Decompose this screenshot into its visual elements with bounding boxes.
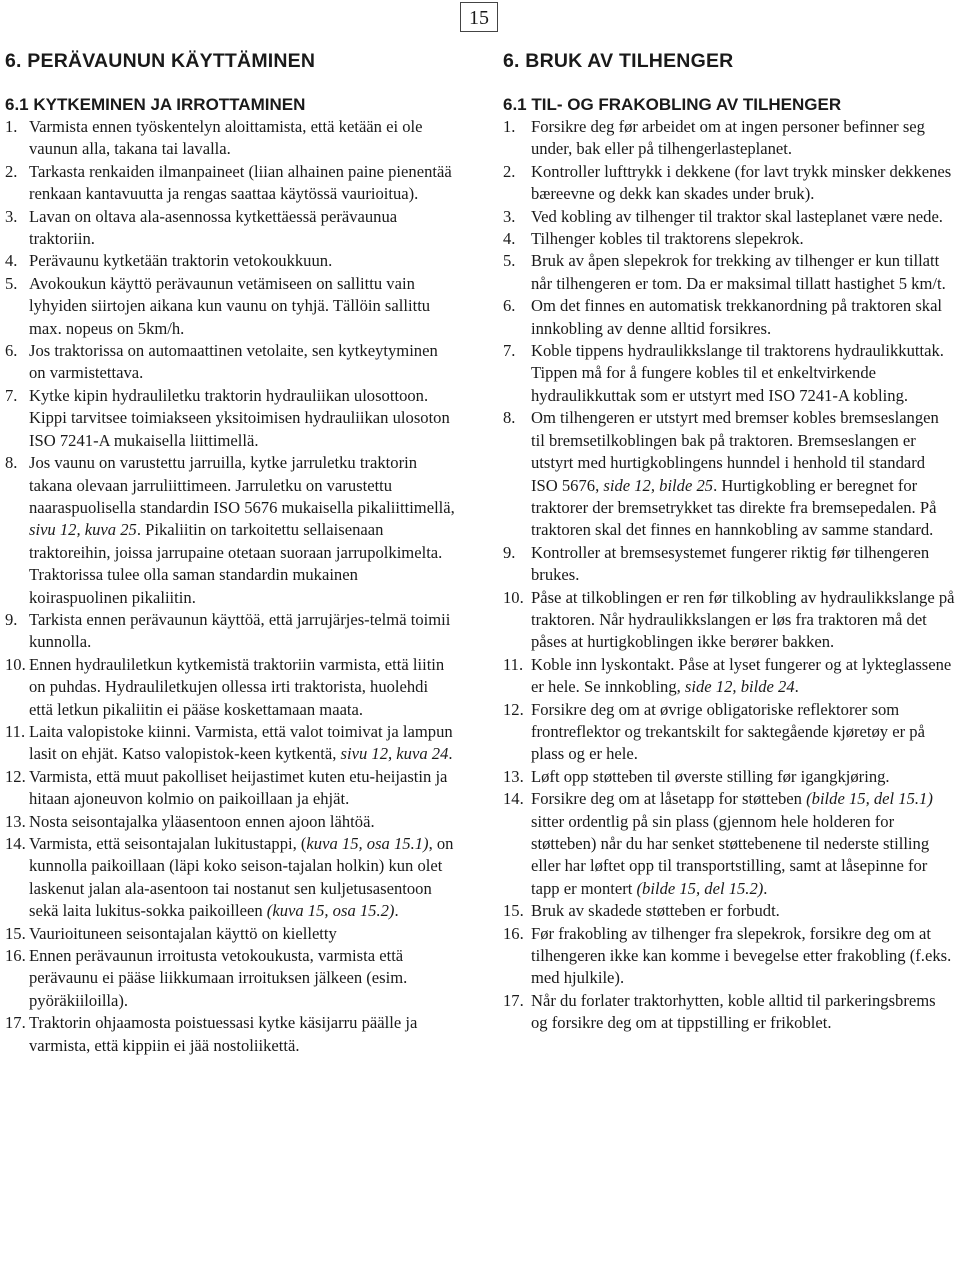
figure-reference: (kuva 15, osa 15.2) xyxy=(266,901,395,921)
list-item xyxy=(5,654,455,721)
list-item xyxy=(5,273,455,340)
list-item xyxy=(5,923,455,945)
list-item xyxy=(503,407,955,541)
item-text: Tarkista ennen perävaunun käyttöä, että jarrujärjes-telmä toimii kunnolla. xyxy=(29,609,451,652)
list-item xyxy=(503,295,955,340)
figure-reference: kuva 15, osa 15.1) xyxy=(306,834,429,853)
item-number: 5. xyxy=(5,273,18,293)
item-text-part: sitter ordentlig på sin plass (gjennom hele holderen for støtteben) når du har senket støttebenene til nederste stilling eller har løftet opp til transportstilling, samt at låsepinne for tapp er montert xyxy=(531,811,930,898)
list-item xyxy=(5,811,455,833)
item-number: 4. xyxy=(503,229,516,249)
item-text-part: . xyxy=(763,878,768,898)
list-item xyxy=(5,766,455,811)
item-text: Kontroller lufttrykk i dekkene (for lavt trykk minsker dekkenes bæreevne og dekk kan skades under bruk). xyxy=(531,161,952,204)
figure-reference: side 12, bilde 24 xyxy=(684,677,795,697)
instruction-list xyxy=(503,116,955,1035)
item-number: 15. xyxy=(503,901,524,921)
figure-reference: (bilde 15, del 15.1) xyxy=(806,789,933,809)
item-number: 11. xyxy=(5,721,26,741)
item-number: 16. xyxy=(503,923,524,943)
item-text: Jos traktorissa on automaattinen vetolaite, sen kytkeytyminen on varmistettava. xyxy=(29,341,438,383)
item-text: Ved kobling av tilhenger til traktor skal lasteplanet være nede. xyxy=(531,206,943,226)
item-number: 5. xyxy=(503,251,516,271)
item-text: Kontroller at bremsesystemet fungerer riktig før tilhengeren brukes. xyxy=(531,542,930,585)
list-item xyxy=(5,385,455,452)
item-text-part: . xyxy=(448,744,453,764)
list-item xyxy=(503,788,955,900)
item-text: Koble tippens hydraulikkslange til traktorens hydraulikkuttak. Tippen må for å fungere kobles til et enkeltvirkende hydraulikkuttak som er utstyrt med ISO 7241-A kobling. xyxy=(531,341,944,405)
item-number: 13. xyxy=(503,766,524,786)
item-number: 9. xyxy=(5,609,18,629)
list-item xyxy=(5,161,455,206)
item-text: Vaurioituneen seisontajalan käyttö on kielletty xyxy=(29,923,337,943)
figure-reference: sivu 12, kuva 25 xyxy=(29,520,137,540)
list-item xyxy=(5,116,455,161)
item-number: 11. xyxy=(503,654,524,674)
item-number: 8. xyxy=(503,408,516,428)
item-text xyxy=(29,833,455,923)
list-item xyxy=(5,250,455,272)
item-text: Tarkasta renkaiden ilmanpaineet (liian alhainen paine pienentää renkaan kantavuutta ja rengas saattaa käytössä vaurioitua). xyxy=(29,161,452,204)
item-text: Når du forlater traktorhytten, koble alltid til parkeringsbrems og forsikre deg om at tippstilling er frikoblet. xyxy=(531,990,936,1033)
list-item xyxy=(503,654,955,699)
list-item xyxy=(503,206,955,228)
item-text xyxy=(531,407,955,541)
page-number: 15 xyxy=(460,2,498,32)
item-text xyxy=(531,788,955,900)
item-text xyxy=(531,654,955,699)
item-text: Før frakobling av tilhenger fra slepekrok, forsikre deg om at tilhengeren ikke kan komme i bevegelse etter frakobling (f.eks. med hjulkile). xyxy=(531,923,952,988)
item-number: 12. xyxy=(503,699,524,719)
item-number: 12. xyxy=(5,766,26,786)
item-text-part: Jos vaunu on varustettu jarruilla, kytke jarruletku traktorin takana olevaan jarruliittimeen. Jarruletku on varustettu naaraspuolisella standardin ISO 5676 mukaisella pikaliittimellä, xyxy=(29,453,455,517)
list-item xyxy=(503,699,955,766)
item-number: 2. xyxy=(5,161,18,181)
item-number: 6. xyxy=(5,341,18,361)
item-number: 3. xyxy=(5,206,18,226)
list-item xyxy=(503,766,955,788)
item-number: 3. xyxy=(503,206,516,226)
item-text: Lavan on oltava ala-asennossa kytkettäessä perävaunua traktoriin. xyxy=(29,206,398,249)
item-text: Forsikre deg om at øvrige obligatoriske reflektorer som frontreflektor og trekantskilt for saktegående kjøretøy er på plass og er hele. xyxy=(531,699,925,764)
item-number: 10. xyxy=(5,654,26,674)
list-item xyxy=(503,250,955,295)
item-number: 6. xyxy=(503,296,516,316)
item-text: Kytke kipin hydrauliletku traktorin hydrauliikan ulosottoon. Kippi tarvitsee toimiakseen yksitoimisen hydrauliikan ulosoton ISO 7241-A mukaisella liittimellä. xyxy=(29,385,450,450)
item-text-part: Om tilhengeren er utstyrt med bremser kobles bremseslangen til bremsetilkoblingen bak på traktoren. Bremseslangen er utstyrt med hurtigkoblingens hunndel i henhold til standard ISO 5676, xyxy=(531,408,939,495)
item-number: 13. xyxy=(5,811,26,831)
item-text: Varmista ennen työskentelyn aloittamista, että ketään ei ole vaunun alla, takana tai lavalla. xyxy=(29,117,423,159)
item-number: 2. xyxy=(503,161,516,181)
item-text-part: . xyxy=(794,677,799,697)
item-text: Perävaunu kytketään traktorin vetokoukkuun. xyxy=(29,251,333,271)
list-item xyxy=(5,1012,455,1057)
list-item xyxy=(503,116,955,161)
item-number: 8. xyxy=(5,453,18,473)
item-number: 7. xyxy=(503,341,516,361)
item-text-part: . xyxy=(394,901,399,921)
list-item xyxy=(5,206,455,251)
item-number: 14. xyxy=(503,789,524,809)
figure-reference: side 12, bilde 25 xyxy=(603,475,714,495)
item-text-part: Forsikre deg om at låsetapp for støtteben xyxy=(531,789,807,809)
item-text: Ennen hydrauliletkun kytkemistä traktoriin varmista, että liitin on puhdas. Hydrauliletkujen ollessa irti traktorista, huolehdi että letkun pikaliitin ei pääse koskettamaan maata. xyxy=(29,654,445,719)
item-text: Bruk av skadede støtteben er forbudt. xyxy=(531,901,780,921)
instruction-list xyxy=(5,116,455,1057)
item-number: 17. xyxy=(503,990,524,1010)
item-text: Nosta seisontajalka yläasentoon ennen ajoon lähtöä. xyxy=(29,811,375,831)
list-item xyxy=(5,721,455,766)
list-item xyxy=(503,990,955,1035)
norwegian-column xyxy=(503,48,955,1035)
item-text: Bruk av åpen slepekrok for trekking av tilhenger er kun tillatt når tilhengeren er tom. Da er maksimal tillatt hastighet 5 km/t. xyxy=(531,251,946,293)
item-text: Ennen perävaunun irroitusta vetokoukusta, varmista että perävaunu ei pääse liikkumaan irroituksen jälkeen (esim. pyöräkiiloilla). xyxy=(29,946,408,1010)
item-text xyxy=(29,721,455,766)
list-item xyxy=(503,587,955,654)
figure-reference: sivu 12, kuva 24 xyxy=(340,744,449,764)
item-number: 1. xyxy=(5,117,18,136)
item-text: Forsikre deg før arbeidet om at ingen personer befinner seg under, bak eller på tilhengerlasteplanet. xyxy=(531,117,925,159)
item-number: 10. xyxy=(503,587,524,607)
item-text-part: Koble inn lyskontakt. Påse at lyset fungerer og at lykteglassene er hele. Se innkobling, xyxy=(531,654,952,697)
list-item xyxy=(5,340,455,385)
list-item xyxy=(503,228,955,250)
item-number: 7. xyxy=(5,385,18,405)
item-text: Traktorin ohjaamosta poistuessasi kytke käsijarru päälle ja varmista, että kippiin ei jää nostoliikettä. xyxy=(29,1013,418,1055)
item-number: 9. xyxy=(503,542,516,562)
list-item xyxy=(503,340,955,407)
item-text-part: . Hurtigkobling er beregnet for traktorer der bremsetrykket tas direkte fra bremsepedalen. På traktoren skal det finnes en hannkobling av samme standard. xyxy=(531,475,937,540)
item-text: Varmista, että muut pakolliset heijastimet kuten etu-heijastin ja hitaan ajoneuvon kolmio on paikoillaan ja ehjät. xyxy=(29,766,448,809)
item-number: 1. xyxy=(503,117,516,136)
item-text: Avokoukun käyttö perävaunun vetämiseen on sallittu vain lyhyiden siirtojen aikana kun vaunu on tyhjä. Tällöin sallittu max. nopeus on 5km/h. xyxy=(29,273,431,338)
item-text-part: . Pikaliitin on tarkoitettu sellaisenaan traktoreihin, joissa jarrupaine otetaan suoraan jarrupolkimelta. Traktorissa tulee olla saman standardin mukainen koiraspuolinen pikaliitin. xyxy=(29,520,443,607)
list-item xyxy=(503,923,955,990)
list-item xyxy=(5,609,455,654)
section-title: 6. BRUK AV TILHENGER xyxy=(503,50,734,72)
list-item xyxy=(503,900,955,922)
subsection-title: 6.1 KYTKEMINEN JA IRROTTAMINEN xyxy=(5,95,306,114)
list-item xyxy=(503,161,955,206)
item-number: 4. xyxy=(5,251,18,271)
item-number: 14. xyxy=(5,834,26,853)
section-title: 6. PERÄVAUNUN KÄYTTÄMINEN xyxy=(5,50,316,72)
list-item xyxy=(5,452,455,609)
item-text: Påse at tilkoblingen er ren før tilkobling av hydraulikkslange på traktoren. Når hydraulikkslangen er løs fra traktoren må det påses at hurtigkoblingen ikke berører bakken. xyxy=(531,587,955,652)
item-number: 15. xyxy=(5,923,26,943)
item-text-part: Laita valopistoke kiinni. Varmista, että valot toimivat ja lampun lasit on ehjät. Katso valopistok-keen kytkentä, xyxy=(29,721,453,764)
item-text: Løft opp støtteben til øverste stilling før igangkjøring. xyxy=(531,766,890,786)
list-item xyxy=(5,945,455,1012)
list-item xyxy=(503,542,955,587)
finnish-column xyxy=(5,48,455,1057)
subsection-title: 6.1 TIL- OG FRAKOBLING AV TILHENGER xyxy=(503,95,842,114)
item-number: 17. xyxy=(5,1013,26,1033)
item-text: Om det finnes en automatisk trekkanordning på traktoren skal innkobling av denne alltid forsikres. xyxy=(531,296,943,338)
item-text: Tilhenger kobles til traktorens slepekrok. xyxy=(531,229,804,249)
item-number: 16. xyxy=(5,946,26,966)
item-text-part: , on kunnolla paikoillaan (läpi koko seison-tajalan holkin) kun olet laskenut jalan ala-asentoon tai nostanut sen kuljetusasentoon sekä laita lukitus-sokka paikoilleen xyxy=(29,834,454,921)
item-text-part: Varmista, että seisontajalan lukitustappi, ( xyxy=(29,834,307,853)
figure-reference: (bilde 15, del 15.2) xyxy=(636,878,764,898)
list-item xyxy=(5,833,455,923)
item-text xyxy=(29,452,455,609)
